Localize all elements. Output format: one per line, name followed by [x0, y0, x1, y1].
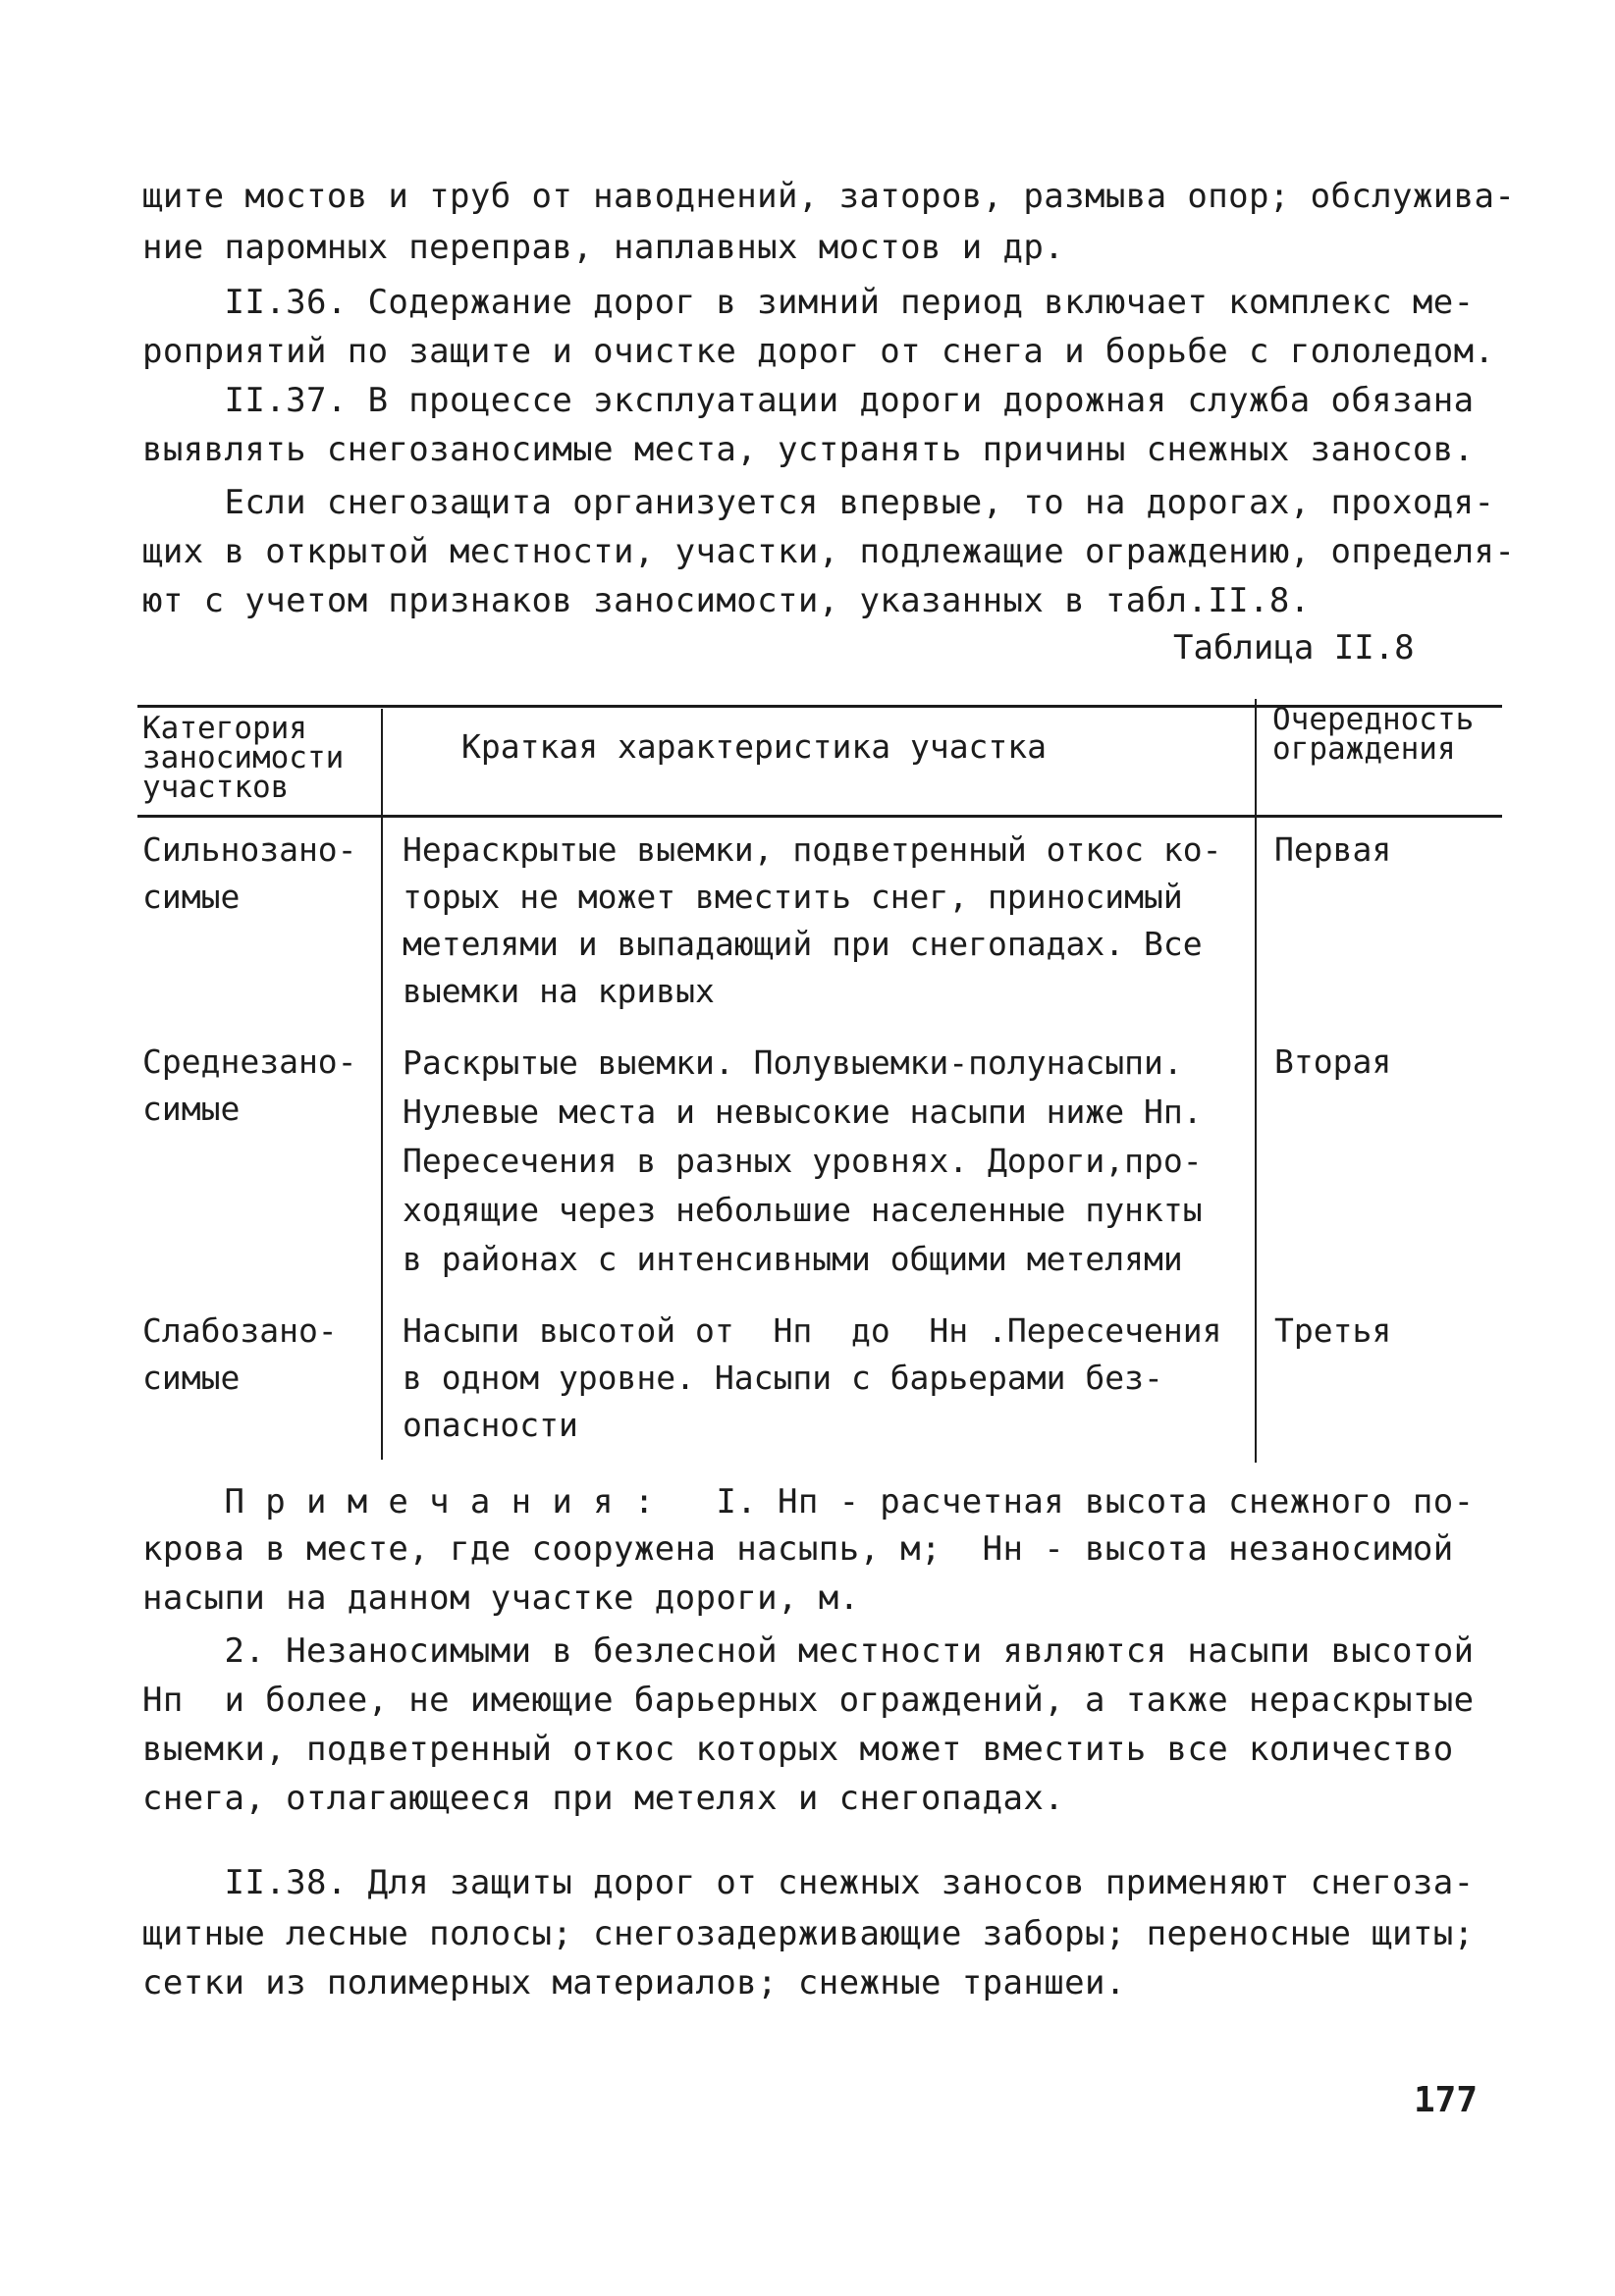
- table-header-description: Краткая характеристика участка: [461, 727, 1048, 766]
- paragraph-line: ют с учетом признаков заносимости, указанных в табл.II.8.: [142, 581, 1311, 620]
- note-line: снега, отлагающееся при метелях и снегопадах.: [142, 1779, 1065, 1818]
- note-line: Нп и более, не имеющие барьерных ограждений, а также нераскрытые: [142, 1681, 1475, 1720]
- paragraph-line: II.37. В процессе эксплуатации дороги дорожная служба обязана: [142, 381, 1475, 420]
- note-line: крова в месте, где сооружена насыпь, м; Нн - высота незаносимой: [142, 1529, 1454, 1569]
- table-cell-description: Раскрытые выемки. Полувыемки-полунасыпи. Нулевые места и невысокие насыпи ниже Нп. Пересечения в разных уровнях. Дороги,про- ходящие через небольшие населенные пункты в районах с интенсивными общими метелями: [403, 1043, 1203, 1278]
- paragraph-line: Если снегозащита организуется впервые, то на дорогах, проходя-: [142, 483, 1495, 522]
- paragraph-line: щите мостов и труб от наводнений, заторов, размыва опор; обслужива-: [142, 177, 1516, 216]
- note-line: 2. Незаносимыми в безлесной местности являются насыпи высотой: [142, 1631, 1475, 1671]
- note-line: насыпи на данном участке дороги, м.: [142, 1578, 860, 1618]
- paragraph-line: щитные лесные полосы; снегозадерживающие заборы; переносные щиты;: [142, 1914, 1475, 1953]
- table-cell-priority: Третья: [1274, 1311, 1392, 1350]
- table-header-category: Категория заносимости участков: [142, 711, 345, 805]
- table-cell-category: Среднезано- симые: [142, 1042, 357, 1128]
- note-line: выемки, подветренный откос которых может вместить все количество: [142, 1730, 1454, 1769]
- paragraph-line: ние паромных переправ, наплавных мостов и др.: [142, 228, 1065, 267]
- paragraph-line: щих в открытой местности, участки, подлежащие ограждению, определя-: [142, 532, 1516, 571]
- paragraph-line: выявлять снегозаносимые места, устранять причины снежных заносов.: [142, 430, 1475, 469]
- table-header-rule: [137, 815, 1502, 818]
- paragraph-line: II.36. Содержание дорог в зимний период включает комплекс ме-: [142, 283, 1475, 322]
- page-number: 177: [1414, 2080, 1479, 2120]
- table-cell-category: Слабозано- симые: [142, 1311, 338, 1397]
- table-column-divider: [1255, 699, 1257, 1463]
- table-header-priority: Очередность ограждения: [1272, 702, 1475, 767]
- table-cell-description: Насыпи высотой от Нп до Нн .Пересечения в одном уровне. Насыпи с барьерами без- опасности: [403, 1311, 1222, 1444]
- note-line: П р и м е ч а н и я : I. Нп - расчетная высота снежного по-: [142, 1482, 1475, 1522]
- paragraph-line: сетки из полимерных материалов; снежные траншеи.: [142, 1963, 1126, 2002]
- table-cell-description: Нераскрытые выемки, подветренный откос ко- торых не может вместить снег, приносимый метелями и выпадающий при снегопадах. Все выемки на кривых: [403, 830, 1222, 1010]
- paragraph-line: роприятий по защите и очистке дорог от снега и борьбе с гололедом.: [142, 332, 1495, 371]
- table-column-divider: [381, 709, 383, 1460]
- table-cell-category: Сильнозано- симые: [142, 830, 357, 916]
- table-cell-priority: Вторая: [1274, 1042, 1392, 1081]
- paragraph-line: II.38. Для защиты дорог от снежных заносов применяют снегоза-: [142, 1863, 1475, 1902]
- table-cell-priority: Первая: [1274, 830, 1392, 869]
- table-title: Таблица II.8: [1173, 628, 1415, 667]
